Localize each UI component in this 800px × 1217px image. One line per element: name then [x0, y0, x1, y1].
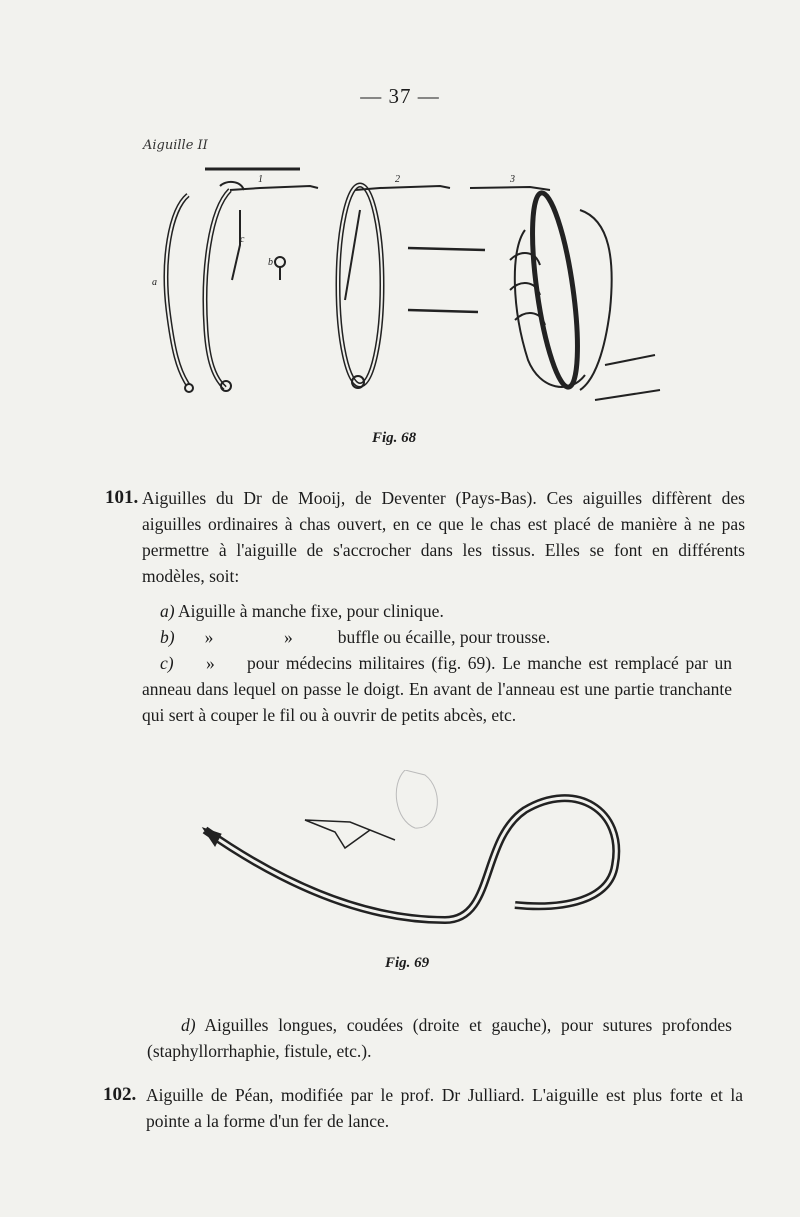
handwritten-annotation: Aiguille II — [143, 138, 208, 153]
option-d-text: Aiguilles longues, coudées (droite et gauche), pour sutures profondes (staphyllorrhaphie, fistule, etc.). — [147, 1015, 732, 1061]
fig68-label-a: a — [152, 277, 157, 288]
page-number: — 37 — — [360, 84, 440, 108]
figure-69-caption: Fig. 69 — [385, 955, 430, 971]
option-c — [142, 650, 732, 728]
option-d-label: d) — [181, 1015, 196, 1035]
section-102 — [103, 1082, 743, 1134]
section-102-number: 102. — [103, 1084, 137, 1105]
fig68-label-1: 1 — [258, 174, 263, 185]
option-d — [147, 1012, 732, 1064]
option-b-label: b) — [160, 627, 175, 647]
figure-68-illustration — [140, 150, 680, 430]
option-a-text: Aiguille à manche fixe, pour clinique. — [178, 601, 444, 621]
section-101 — [105, 485, 745, 589]
fig68-label-b: b — [268, 257, 273, 268]
option-a-label: a) — [160, 601, 175, 621]
option-b — [160, 624, 740, 650]
fig68-label-c: c — [240, 234, 245, 245]
option-b-ditto-2: » — [283, 627, 293, 647]
option-c-label: c) — [160, 653, 174, 673]
option-c-text: pour médecins militaires (fig. 69). Le manche est remplacé par un anneau dans lequel on passe le doigt. En avant de l'anneau est une partie tranchante qui sert à couper le fil ou à ouvrir de petits abcès, etc. — [142, 653, 733, 725]
figure-69-illustration — [195, 770, 635, 950]
fig68-label-2: 2 — [395, 174, 400, 185]
section-101-text: Aiguilles du Dr de Mooij, de Deventer (Pays-Bas). Ces aiguilles diffèrent des aiguilles ordinaires à chas ouvert, en ce que le chas est placé de manière à ne pas permettre à l'aiguille de s'accrocher dans les tissus. Elles se font en différents modèles, soit: — [142, 488, 745, 586]
figure-68-caption: Fig. 68 — [372, 430, 417, 446]
option-b-ditto-1: » — [204, 627, 214, 647]
section-101-number: 101. — [105, 487, 139, 508]
fig68-label-3: 3 — [510, 174, 515, 185]
option-a — [160, 598, 444, 624]
section-102-text: Aiguille de Péan, modifiée par le prof. Dr Julliard. L'aiguille est plus forte et la pointe a la forme d'un fer de lance. — [146, 1085, 743, 1131]
option-c-ditto: » — [205, 653, 215, 673]
option-b-text: buffle ou écaille, pour trousse. — [337, 627, 551, 647]
